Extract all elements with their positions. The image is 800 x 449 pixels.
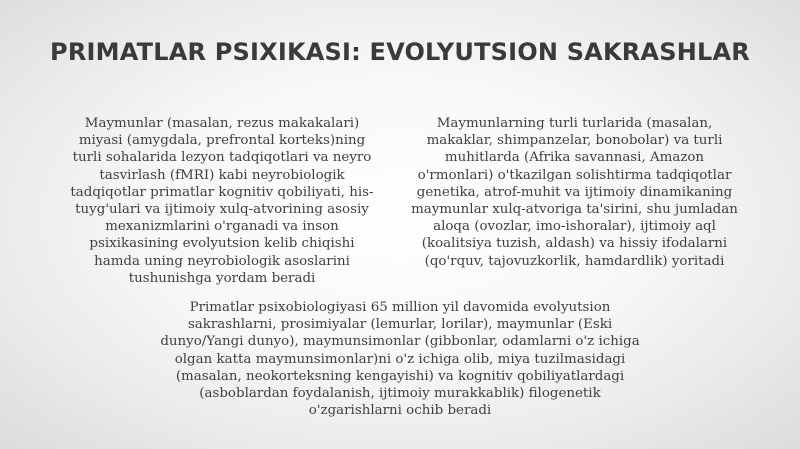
text-line: maymunlar xulq-atvoriga ta'sirini, shu jumladan <box>411 202 738 218</box>
text-line: miyasi (amygdala, prefrontal korteks)ning <box>78 133 366 149</box>
text-line: olgan katta maymunsimonlar)ni o'z ichiga olib, miya tuzilmasidagi <box>174 351 626 367</box>
text-line: tushunishga yordam beradi <box>128 270 316 286</box>
text-line: psixikasining evolyutsion kelib chiqishi <box>89 236 355 252</box>
text-line: (masalan, neokorteksning kengayishi) va kognitiv qobiliyatlardagi <box>175 368 625 384</box>
text-line: muhitlarda (Afrika savannasi, Amazon <box>444 150 705 166</box>
text-line: Maymunlarning turli turlarida (masalan, <box>436 116 713 131</box>
text-line: makaklar, shimpanzelar, bonobolar) va turli <box>426 133 723 149</box>
text-line: mexanizmlarini o'rganadi va inson <box>105 219 339 235</box>
text-line: (koalitsiya tuzish, aldash) va hissiy ifodalarni <box>421 236 728 252</box>
text-line: aloqa (ovozlar, imo-ishoralar), ijtimoiy aql <box>433 219 716 235</box>
text-line: turli sohalarida lezyon tadqiqotlari va neyro <box>72 150 372 166</box>
text-line: Primatlar psixobiologiyasi 65 million yil davomida evolyutsion <box>189 300 611 315</box>
left-paragraph <box>52 115 392 287</box>
right-paragraph <box>402 115 747 270</box>
text-line: hamda uning neyrobiologik asoslarini <box>94 253 350 269</box>
bottom-paragraph <box>150 299 650 419</box>
text-line: o'zgarishlarni ochib beradi <box>308 403 492 419</box>
text-line: (qo'rquv, tajovuzkorlik, hamdardlik) yoritadi <box>424 253 725 269</box>
text-line: tuyg'ulari va ijtimoiy xulq-atvorining asosiy <box>75 202 369 218</box>
slide-title: PRIMATLAR PSIXIKASI: EVOLYUTSION SAKRASHLAR <box>50 38 750 66</box>
text-line: (asboblardan foydalanish, ijtimoiy murakkablik) filogenetik <box>199 386 601 402</box>
text-line: o'rmonlari) o'tkazilgan solishtirma tadqiqotlar <box>417 167 732 183</box>
text-line: dunyo/Yangi dunyo), maymunsimonlar (gibbonlar, odamlarni o'z ichiga <box>160 334 640 350</box>
text-line: Maymunlar (masalan, rezus makakalari) <box>84 116 360 131</box>
text-line: tadqiqotlar primatlar kognitiv qobiliyati, his- <box>70 184 374 200</box>
text-line: sakrashlarni, prosimiyalar (lemurlar, lorilar), maymunlar (Eski <box>187 317 613 333</box>
text-line: tasvirlash (fMRI) kabi neyrobiologik <box>99 167 345 183</box>
text-line: genetika, atrof-muhit va ijtimoiy dinamikaning <box>416 184 733 200</box>
